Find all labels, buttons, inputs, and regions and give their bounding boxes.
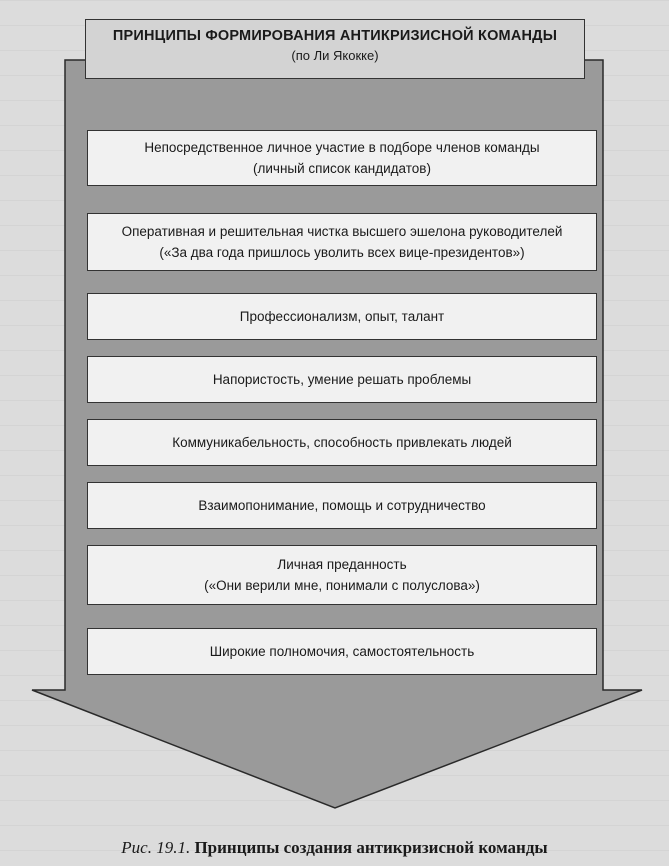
diagram-subtitle: (по Ли Якокке) [291, 48, 379, 63]
principle-text: Напористость, умение решать проблемы [212, 372, 472, 387]
principle-box-6 [87, 482, 597, 529]
principle-box-5 [87, 419, 597, 466]
principle-note: («За два года пришлось уволить всех вице-президентов») [159, 245, 525, 260]
principle-box-7 [87, 545, 597, 605]
principle-box-2 [87, 213, 597, 271]
principle-text: Коммуникабельность, способность привлекать людей [172, 435, 512, 450]
principle-text: Оперативная и решительная чистка высшего эшелона руководителей [121, 224, 563, 239]
principle-text: Широкие полномочия, самостоятельность [209, 644, 475, 659]
figure-caption [0, 838, 669, 858]
principle-box-4 [87, 356, 597, 403]
diagram-header [85, 19, 585, 79]
principle-box-3 [87, 293, 597, 340]
principle-box-8 [87, 628, 597, 675]
principle-text: Профессионализм, опыт, талант [239, 309, 445, 324]
figure-label: Рис. 19.1. [121, 838, 191, 857]
principle-note: («Они верили мне, понимали с полуслова») [204, 578, 480, 593]
principle-note: (личный список кандидатов) [253, 161, 431, 176]
figure-title: Принципы создания антикризисной команды [194, 838, 548, 857]
principle-text: Взаимопонимание, помощь и сотрудничество [198, 498, 486, 513]
diagram-title: ПРИНЦИПЫ ФОРМИРОВАНИЯ АНТИКРИЗИСНОЙ КОМАНДЫ [112, 28, 558, 44]
principle-text: Личная преданность [277, 557, 407, 572]
principle-box-1 [87, 130, 597, 186]
principle-text: Непосредственное личное участие в подборе членов команды [144, 140, 540, 155]
